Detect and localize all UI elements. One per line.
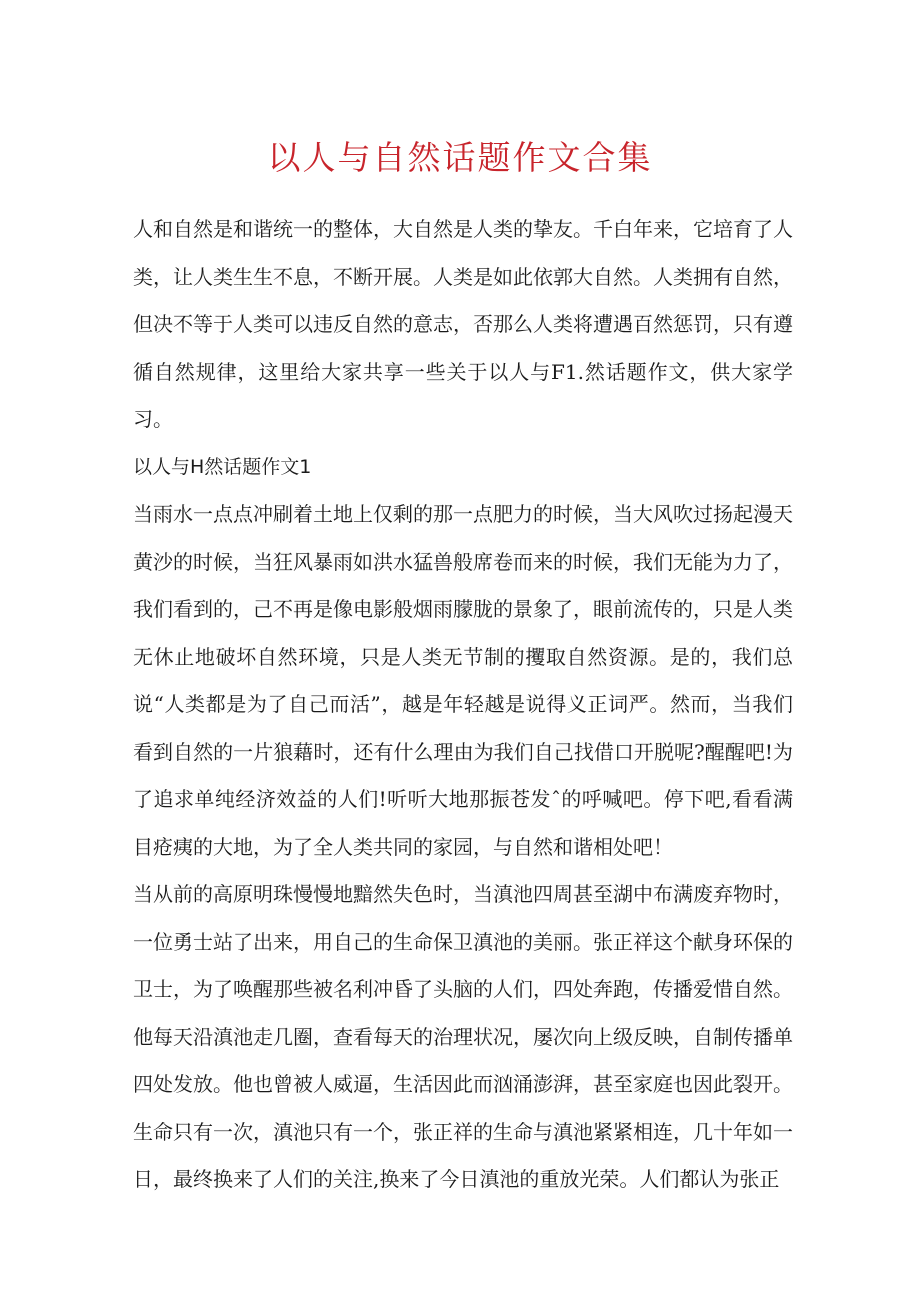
intro-paragraph: 人和自然是和谐统一的整体，大自然是人类的挚友。千白年来，它培育了人类，让人类生生不息，不断开展。人类是如此依郭大自然。人类拥有自然，但决不等于人类可以违反自然的意志，否那么人类将遭遇百然惩罚，只有遵循自然规律，这里给大家共享一些关于以人与F1.然话题作文，供大家学习。 (133, 217, 793, 431)
body-paragraph-1: 当雨水一点点冲刷着土地上仅剩的那一点肥力的时候，当大风吹过扬起漫天黄沙的时候，当狂风暴雨如洪水猛兽般席卷而来的时候，我们无能为力了，我们看到的，己不再是像电影般烟雨朦胧的景象了，眼前流传的，只是人类无休止地破坏自然环境，只是人类无节制的攫取自然资源。是的，我们总说“人类都是为了自己而活”，越是年轻越是说得义正词严。然而，当我们看到自然的一片狼藉时，还有什么理由为我们自己找借口开脱呢?醒醒吧!为了追求单纯经济效益的人们!听听大地那振苍发ˆ的呼喊吧。停下吧,看看满目疮痍的大地，为了全人类共同的家园，与自然和谐相处吧！ (133, 502, 793, 859)
document-title: 以人与自然话题作文合集 (267, 138, 653, 177)
essay-heading: 以人与H然话题作文1 (133, 455, 312, 478)
body-paragraph-2: 当从前的高原明珠慢慢地黯然失色时，当滇池四周甚至湖中布满废弃物时，一位勇士站了出来，用自己的生命保卫滇池的美丽。张正祥这个献身环保的卫士，为了唤醒那些被名利冲昏了头脑的人们，四处奔跑，传播爱惜自然。他每天沿滇池走几圈，查看每天的治理状况，屡次向上级反映，自制传播单四处发放。他也曾被人威逼，生活因此而汹涌澎湃，甚至家庭也因此裂开。生命只有一次，滇池只有一个，张正祥的生命与滇池紧紧相连，几十年如一日，最终换来了人们的关注,换来了今日滇池的重放光荣。人们都认为张正 (133, 882, 793, 1191)
document-body (133, 206, 793, 1204)
